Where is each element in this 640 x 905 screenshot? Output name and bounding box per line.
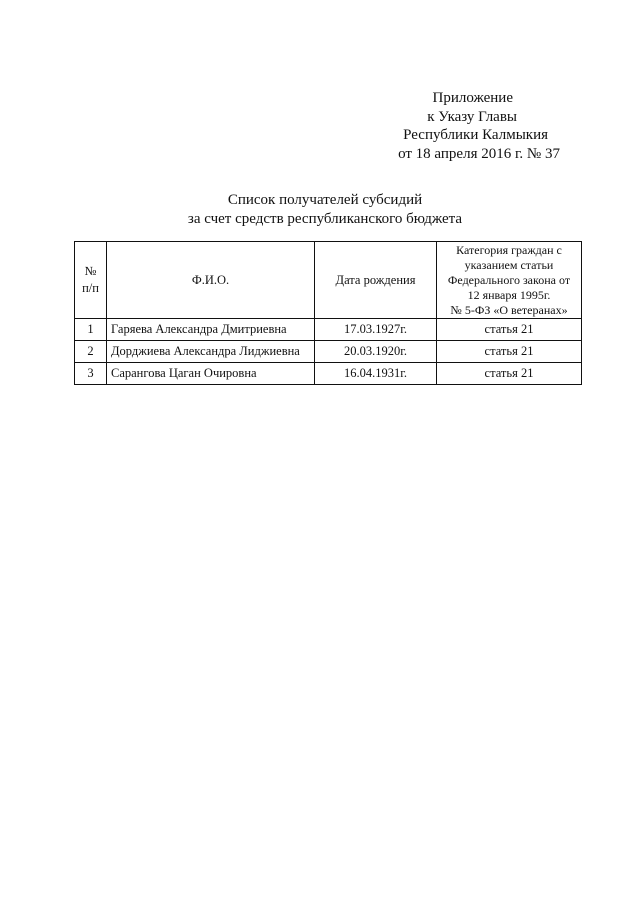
recipients-table bbox=[74, 241, 582, 385]
row-number: 3 bbox=[75, 363, 107, 385]
table-row bbox=[75, 363, 582, 385]
annex-line-1: Приложение bbox=[432, 90, 513, 106]
table-row bbox=[75, 319, 582, 341]
header-category-line-4: 12 января 1995г. bbox=[467, 287, 551, 302]
row-full-name: Сарангова Цаган Очировна bbox=[107, 363, 315, 385]
header-full-name: Ф.И.О. bbox=[107, 242, 315, 319]
row-category: статья 21 bbox=[437, 319, 582, 341]
annex-line-4: от 18 апреля 2016 г. № 37 bbox=[398, 145, 560, 162]
header-category-line-1: Категория граждан с bbox=[456, 242, 562, 257]
row-number: 2 bbox=[75, 341, 107, 363]
header-category-line-2: указанием статьи bbox=[464, 257, 554, 272]
table-header-row bbox=[75, 242, 582, 319]
header-category bbox=[437, 242, 582, 319]
row-number: 1 bbox=[75, 319, 107, 341]
row-birth-date: 16.04.1931г. bbox=[315, 363, 437, 385]
document-title bbox=[150, 191, 500, 229]
row-full-name: Гаряева Александра Дмитриевна bbox=[107, 319, 315, 341]
annex-line-3: Республики Калмыкия bbox=[403, 127, 548, 143]
row-full-name: Дорджиева Александра Лиджиевна bbox=[107, 341, 315, 363]
title-line-1: Список получателей субсидий bbox=[227, 192, 423, 208]
row-category: статья 21 bbox=[437, 341, 582, 363]
header-number-line-1: № bbox=[84, 264, 97, 278]
title-line-2: за счет средств республиканского бюджета bbox=[187, 211, 463, 227]
row-birth-date: 17.03.1927г. bbox=[315, 319, 437, 341]
annex-heading bbox=[360, 89, 560, 163]
row-birth-date: 20.03.1920г. bbox=[315, 341, 437, 363]
row-category: статья 21 bbox=[437, 363, 582, 385]
header-category-line-3: Федерального закона от bbox=[447, 272, 571, 287]
annex-line-2: к Указу Главы bbox=[427, 108, 517, 125]
header-birth-date: Дата рождения bbox=[315, 242, 437, 319]
header-category-line-5: № 5-ФЗ «О ветеранах» bbox=[450, 302, 568, 317]
header-number bbox=[75, 242, 107, 319]
header-number-line-2: п/п bbox=[82, 281, 99, 295]
table-row bbox=[75, 341, 582, 363]
